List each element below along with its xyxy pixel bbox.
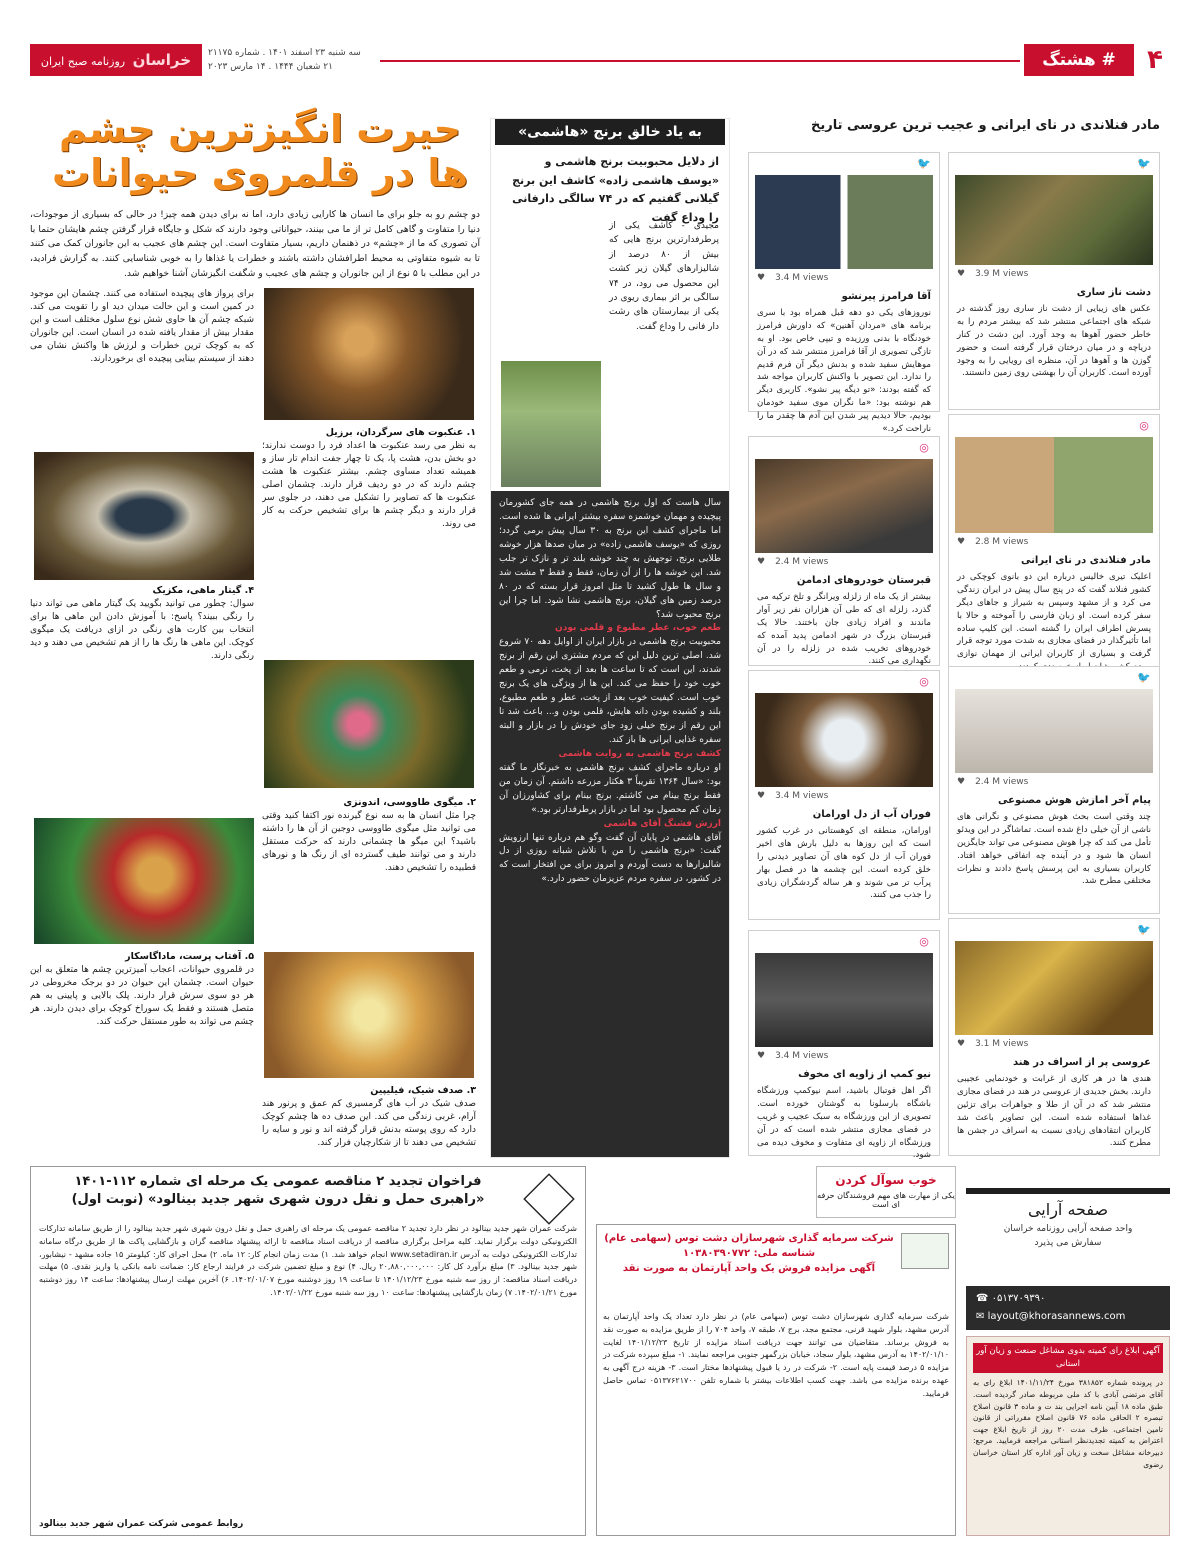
post-title: نیو کمپ از زاویه ای مخوف [798, 1069, 931, 1080]
promo-banner-title: خوب سوآل کردن [835, 1173, 937, 1187]
views-count: 3.9 M views [975, 269, 1029, 279]
instagram-icon: ◎ [919, 935, 929, 948]
legal-notice [966, 1336, 1170, 1536]
animal-text: صدف شیک در آب های گرمسیری کم عمق و پرنور هند آرام، غربی زندگی می کند. این صدف ده ها چشم کوچک دارد که روی پوسته بدنش قرار گرفته اند و نور و سایه را تشخیص می دهند تا از شکارچیان فرار کند. [262, 1098, 476, 1148]
views-count: 3.4 M views [775, 273, 829, 283]
heart-icon: ♥ [957, 777, 966, 787]
post-title: قبرستان خودروهای ادمامن [796, 575, 931, 586]
page-header [30, 40, 1170, 80]
animal-heading: ۲. میگوی طاووسی، اندونزی [343, 797, 476, 808]
rice-subheading: طعم خوب، عطر مطبوع و قلمی بودن [555, 623, 721, 634]
rice-article-lead: از دلایل محبوبیت برنج هاشمی و «یوسف هاشمی زاده» کاشف این برنج گیلانی گفتیم که در ۷۴ سالگی دارفانی را وداع گفت [512, 155, 719, 225]
phone-number [976, 1290, 1160, 1308]
social-post [948, 152, 1160, 410]
email-value: layout@khorasannews.com [987, 1311, 1126, 1322]
guitarfish-eye-photo [34, 452, 254, 580]
post-title: فوران آب از دل اورامان [812, 809, 931, 820]
issue-date-line-2: ۲۱ شعبان ۱۴۴۴ . ۱۴ مارس ۲۰۲۳ [208, 62, 333, 72]
post-stats [757, 1051, 931, 1061]
layout-service-sub: واحد صفحه آرایی روزنامه خراسان سفارش می پذیرد [1003, 1224, 1133, 1248]
conch-photo [264, 952, 474, 1078]
heart-icon: ♥ [957, 269, 966, 279]
post-text: اگر اهل فوتبال باشید، اسم نیوکمپ ورزشگاه باشگاه بارسلونا به گوشتان خورده است. تصویری از این ورزشگاه به سبک عجیب و غریب در فضای مجازی منتشر شده است که در آن ورزشگاه از زاویه ای متفاوت و مخوف دیده می شود. [757, 1086, 931, 1161]
logo-brand: خراسان [132, 51, 192, 69]
company-logo [523, 1173, 574, 1224]
phone-value: ۰۵۱۳۷۰۹۳۹۰ [991, 1293, 1046, 1304]
car-cemetery-photo [755, 459, 933, 553]
rice-body-paragraph: محبوبیت برنج هاشمی در بازار ایران از اوایل دهه ۷۰ شروع شد. اصلی ترین دلیل این که مردم مشتری این رقم از برنج شدند، این است که تا ساعت ها بعد از پخت، نرمی و طعم خوب خود را حفظ می کند. این ها از ویژگی های یک برنج خوب است. کیفیت خوب بعد از پخت، عطر و طعم مطبوع، بلند و کشیده بودن دانه هایش، قلمی بودن و... باعث شد تا این رقم از برنج خیلی زود جای خودش را در بازار و البته سفره غذایی ایرانی ها باز کند. [499, 637, 721, 745]
animal-item [262, 426, 476, 656]
instagram-icon: ◎ [919, 675, 929, 688]
views-count: 2.4 M views [975, 777, 1029, 787]
animal-text: در قلمروی حیوانات، اعجاب آمیزترین چشم ها متعلق به این حیوان است. چشمان این حیوان در دو برجک مخروطی در هر دو سوی سرش قرار دارند. پلک بالایی و پایینی به هم متصل هستند و فقط یک سوراخ کوچک برای دیدن دارند. هر چشم می تواند به طور مستقل حرکت کند. [30, 964, 254, 1027]
views-count: 3.1 M views [975, 1039, 1029, 1049]
animal-heading: ۵. آفتاب پرست، ماداگاسکار [125, 951, 254, 962]
twitter-icon: 🐦 [917, 157, 931, 170]
promo-banner-sub: یکی از مهارت های مهم فروشندگان حرفه ای است [817, 1191, 955, 1209]
post-stats [757, 791, 931, 801]
tender-body: شرکت عمران شهر جدید بینالود در نظر دارد تجدید ۲ مناقصه عمومی یک مرحله ای راهبری حمل و نقل درون شهری شهر جدید بینالود را از طریق سامانه تدارکات الکترونیکی دولت برگزار نماید. کلیه مراحل برگزاری مناقصه از دریافت اسناد مناقصه تا ارائه پیشنهاد مناقصه گران و بازگشایی پاکت ها از طریق درگاه سامانه تدارکات الکترونیکی دولت به آدرس www.setadiran.ir انجام خواهد شد. ۱) مدت زمان انجام کار: ۱۲ ماه. ۲) محل اجرای کار: کیلومتر ۱۵ جاده مشهد - نیشابور، شهر جدید بینالود. ۳) مبلغ برآورد کل کار: ۲۰,۸۸۰,۰۰۰,۰۰۰ ریال. ۴) نوع و مبلغ تضمین شرکت در فرایند ارجاع کار: ضمانت نامه بانکی یا واریز نقدی. ۵) مهلت دریافت اسناد مناقصه: از روز سه شنبه مورخ ۱۴۰۱/۱۲/۲۳ تا ساعت ۱۹ روز دوشنبه مورخ ۱۴۰۲/۰۱/۰۷. ۶) آخرین مهلت ارسال پیشنهادها: ساعت ۱۴ روز دوشنبه مورخ ۱۴۰۲/۰۱/۲۱. ۷) زمان بازگشایی پیشنهادها: ساعت ۱۰ روز سه شنبه مورخ ۱۴۰۲/۰۱/۲۲. [39, 1224, 578, 1297]
rice-body-paragraph: آقای هاشمی در پایان آن گفت وگو هم درباره تنها ارزویش گفت: «برنج هاشمی را من با تلاش شبانه روزی از دل شالیزارها به دست آوردم و امروز برای من افتخار است که در کشور، در سفره مردم عزیزمان حضور دارد.» [499, 832, 721, 885]
rice-subheading: ارزش فشنگ آقای هاشمی [603, 818, 721, 829]
chameleon-eye-photo [34, 818, 254, 944]
rice-body-paragraph: سال هاست که اول برنج هاشمی در همه جای کشورمان پیچیده و مهمان خوشمزه سفره بیشتر ایرانی ها شده است. اما ماجرای کشف این برنج به ۳۰ سال پیش برمی گردد؛ روزی که «یوسف هاشمی زاده» در میان صدها هزار خوشه طلایی برنج، توجهش به چند خوشه بلند تر و نازک تر جلب شد. این خوشه ها را از آن زمان، فقط و فقط ۳ مشت شد و سال ها طول کشید تا مثل امروز قرار بسته که در ۸۰ درصد زمین های گیلان، برنج هاشمی نشا شود. اما چرا این برنج محبوب شد؟ [499, 498, 722, 620]
tender-title [41, 1173, 515, 1209]
post-stats [957, 777, 1151, 787]
social-post [748, 436, 940, 666]
animal-item [30, 584, 254, 806]
email-address [976, 1308, 1160, 1326]
heart-icon: ♥ [757, 1051, 766, 1061]
post-text: هندی ها در هر کاری از غرابت و خودنمایی عجیبی دارند. بخش جدیدی از عروسی در هند در فضای مجازی منتشر شد که در آن از طلا و جواهرات برای تزئین غذاها استفاده شده است. این تصاویر باعث شد کاربران انتقادهای زیادی نسبت به اسراف در جشن ها مطرح کنند. [957, 1074, 1151, 1149]
post-text: چند وقتی است بحث هوش مصنوعی و نگرانی های ناشی از آن خیلی داغ شده است. تماشاگر در این ویدئو تأمل می کند که چرا هوش مصنوعی می تواند جایگزین انسان ها شود و در آینده چه اتفاقی خواهد افتاد. کاربران بسیاری به این پرسش پاسخ دادند و نظرات مختلفی مطرح شد. [957, 812, 1151, 887]
post-title: دشت ناز ساری [1076, 287, 1151, 298]
heart-icon: ♥ [957, 537, 966, 547]
instagram-icon: ◎ [1139, 419, 1149, 432]
animal-text: چرا مثل انسان ها به سه نوع گیرنده نور اکتفا کنید وقتی می توانید مثل میگوی طاووسی دوجین از آن ها را داشته باشید؟ این میگو ها چشمانی دارند که حرکت مستقل دارند و می توانند طیف گسترده ای از رنگ ها و نورهای قطبیده را تشخیص دهند. [262, 810, 476, 873]
legal-notice-title: آگهی ابلاغ رای کمیته بدوی مشاغل صنعت و زیان آور استانی [973, 1343, 1163, 1373]
wandering-spider-photo [264, 288, 474, 420]
issue-date [208, 46, 378, 76]
heart-icon: ♥ [757, 273, 766, 283]
post-stats [957, 269, 1151, 279]
animal-heading: ۴. گیتار ماهی، مکزیک [152, 585, 254, 596]
rice-article [490, 118, 730, 1158]
social-post [748, 152, 940, 435]
faramarz-photo [755, 175, 933, 269]
animal-item [262, 1084, 476, 1162]
social-post [948, 918, 1160, 1156]
post-text: عکس های زیبایی از دشت ناز ساری روز گذشته در شبکه های اجتماعی منتشر شد که بیشتر مردم را به خاطر حضور آهوها به وجد آورد. این دشت در کنار دریاچه و در میان درختان قرار گرفته است و حضور گوزن ها و آهوها در آن، منظره ای رویایی را به وجود آورده است. کاربران آن را بهشتی روی زمین دانستند. [957, 304, 1151, 379]
tender-footer: روابط عمومی شرکت عمران شهر جدید بینالود [39, 1519, 244, 1529]
animal-item [30, 950, 254, 1160]
rice-article-title: به یاد خالق برنج «هاشمی» [495, 119, 725, 145]
views-count: 2.4 M views [775, 557, 829, 567]
phone-icon: ☎ [976, 1293, 992, 1304]
waterfall-photo [755, 693, 933, 787]
post-stats [957, 1039, 1151, 1049]
newspaper-logo [30, 44, 202, 76]
auction-advertisement [596, 1166, 956, 1536]
peacock-shrimp-photo [264, 660, 474, 788]
section-label: # هشتگ [1024, 44, 1134, 76]
animals-article-title: حیرت انگیزترین چشم ها در قلمروی حیوانات [51, 107, 469, 195]
twitter-icon: 🐦 [1137, 923, 1151, 936]
animals-intro-continued: برای پرواز های پیچیده استفاده می کنند. چشمان این موجود در کمین است و این حالت میدان دید او را تقویت می کند. شبکه چشم آن ها حاوی شش نوع سلول مختلف است و این مقدار بیش از مقدار یافته شده در انسان است. این جانوران که به کوچک ترین خطرات و لرزش ها واکنش نشان می دهند از سیستم بینایی پیچیده ای برخوردارند. [30, 289, 254, 365]
animal-text: به نظر می رسد عنکبوت ها اعداد فرد را دوست ندارند؛ دو بخش بدن، هشت پا، یک تا چهار جفت اندام تار ساز و همیشه تعداد مساوی چشم. بیشتر عنکبوت ها هشت چشم دارند که در دو ردیف قرار دارند. چشمان اصلی عنکبوت ها که تصاویر را تشکیل می دهند، در جلوی سر قرار دارند و دیگر چشم ها برای تشخیص حرکت به کار می روند. [262, 440, 476, 530]
social-section-title: مادر فنلاندی در نای ایرانی و عجیب ترین عروسی تاریخ [811, 118, 1160, 133]
legal-notice-text: در پرونده شماره ۳۸۱۸۵۲ مورخ ۱۴۰۱/۱۱/۲۴ ابلاغ رای به آقای مرتضی آبادی با کد ملی مربوطه صادر گردیده است. طبق ماده ۱۸ آیین نامه اجرایی بند ت و ماده ۳ قانون اصلاح تبصره ۲ الحاقی ماده ۷۶ قانون اصلاح مقرراتی از قانون تامین اجتماعی، ظرف مدت ۲۰ روز از تاریخ ابلاغ جهت اعتراض به کمیته تجدیدنظر استانی مراجعه فرمایید. مرجع: دبیرخانه مشاغل سخت و زیان آور اداره کار استان خراسان رضوی [973, 1378, 1164, 1469]
animals-intro: دو چشم رو به جلو برای ما انسان ها کارایی زیادی دارد، اما نه برای دیدن همه چیز! در حالی که بسیاری از موجودات، دنیا را متفاوت و گاهی کامل تر از ما می بینند، حیواناتی وجود دارند که شکل و جایگاه قرار گرفتن چشم هایشان حتما با آن تصوری که ما از «چشم» در ذهنمان داریم، بسیار متفاوت است. این چشم های عجیب به این جانوران کمک می کنند تا به شیوه متفاوتی به محیط اطرافشان داشته باشند و خطرات یا غذاها را به خوبی شناسایی کنند. به گزارش فرادید، در این مطلب با ۵ نوع از این جانوران و چشم های عجیب و شگفت انگیزشان آشنا خواهیم شد. [30, 209, 480, 279]
finnish-mother-photo [955, 437, 1153, 533]
post-title: عروسی پر از اسراف در هند [1013, 1057, 1151, 1068]
post-text: نوروزهای یکی دو دهه قبل همراه بود با سری برنامه های «مردان آهنین» که داورش فرامرز خودنگاه با بدنی ورزیده و تیپی خاص بود. او به تازگی تصویری از آقا فرامرز منتشر شد که در آن موهایش سفید شده و بدنش دیگر آن فرم قدیم را ندارد. این تصویر با واکنش کاربران مواجه شد که گفته بودند: «تو دیگه پیر نشو». کاربری دیگر هم نوشته بود: «ما نگران موی سفید خودمان بودیم، حالا دیدیم پیر شدن این آدم ها چقدر ما را ناراحت کرد.» [757, 308, 931, 435]
auction-body [596, 1224, 956, 1536]
social-post [948, 414, 1160, 684]
auction-text: شرکت سرمایه گذاری شهرسازان دشت توس (سهامی عام) در نظر دارد تعداد یک واحد آپارتمان به آدرس مشهد، بلوار شهید قرنی، مجتمع مجد، برج ۷، طبقه ۷، واحد ۷۰۴ را از طریق مزایده به صورت نقد به فروش برساند. متقاضیان می توانند جهت دریافت اسناد مزایده از تاریخ ۱۴۰۱/۱۲/۲۳ لغایت ۱۴۰۲/۰۱/۱۰ به آدرس مشهد، بلوار سجاد، خیابان بزرگمهر جنوبی مراجعه نمایند. ۱- مبلغ سپرده شرکت در مزایده ۵ درصد قیمت پایه است. ۲- شرکت در رد یا قبول پیشنهادها مختار است. ۳- هزینه درج آگهی به عهده برنده مزایده می باشد. جهت کسب اطلاعات بیشتر با شماره تلفن ۰۵۱۳۷۶۲۱۷۰۰ تماس حاصل فرمایید. [602, 1312, 949, 1398]
rice-intro: مجیدی - کاشف یکی از پرطرفدارترین برنج هایی که بیش از ۸۰ درصد از شالیزارهای گیلان زیر کشت این محصول می رود، در ۷۴ سالگی بر اثر بیماری ریوی در یکی از بیمارستان های رشت دار فانی را وداع گفت. [609, 221, 719, 332]
header-rule [380, 60, 1020, 62]
animal-heading: ۱. عنکبوت های سرگردان، برزیل [325, 427, 476, 438]
deer-photo [955, 175, 1153, 265]
post-stats [757, 273, 931, 283]
twitter-icon: 🐦 [1137, 671, 1151, 684]
views-count: 2.8 M views [975, 537, 1029, 547]
layout-service-box [966, 1166, 1170, 1536]
stadium-photo [755, 953, 933, 1047]
instagram-icon: ◎ [919, 441, 929, 454]
gallery-photo [955, 689, 1153, 773]
tender-advertisement [30, 1166, 586, 1536]
views-count: 3.4 M views [775, 791, 829, 801]
issue-date-line-1: سه شنبه ۲۳ اسفند ۱۴۰۱ . شماره ۲۱۱۷۵ [208, 48, 361, 58]
tender-subtitle: «راهبری حمل و نقل درون شهری شهر جدید بینالود» (نوبت اول) [71, 1192, 485, 1208]
post-title: پیام آخر امازش هوش مصنوعی [998, 795, 1151, 806]
wedding-photo [955, 941, 1153, 1035]
promo-banner [816, 1166, 956, 1218]
layout-service-title: صفحه آرایی [1027, 1200, 1109, 1219]
heart-icon: ♥ [957, 1039, 966, 1049]
layout-service-contact [966, 1286, 1170, 1330]
layout-service-head [966, 1188, 1170, 1280]
company-logo [901, 1233, 949, 1269]
twitter-icon: 🐦 [1137, 157, 1151, 170]
tender-title-line: فراخوان تجدید ۲ مناقصه عمومی یک مرحله ای شماره ۱۱۲-۱۴۰۱ [74, 1174, 482, 1189]
animal-text: سوال: چطور می توانید بگویید یک گیتار ماهی می تواند دنیا را رنگی ببیند؟ پاسخ: با آموزش دادن این ماهی ها برای انتخاب بین کارت های رنگی در ازای دریافت یک میگوی کوچک. این ماهی ها رنگ ها را از هم تشخیص می دهند و دید رنگی دارند. [30, 598, 254, 661]
heart-icon: ♥ [757, 557, 766, 567]
logo-tagline: روزنامه صبح ایران [40, 55, 126, 68]
post-text: بیشتر از یک ماه از زلزله ویرانگر و تلخ ترکیه می گذرد، زلزله ای که طی آن هزاران نفر زیر آوار ماندند و افراد زیادی جان باختند. حالا یک قبرستان بزرگ در شهر ادمامن پدید آمده که خودروهای تخریب شده در زلزله را در آن نگهداری می کنند. [757, 592, 931, 667]
animal-heading: ۳. صدف شیک، فیلیپین [370, 1085, 476, 1096]
email-icon: ✉ [976, 1311, 988, 1322]
post-stats [957, 537, 1151, 547]
views-count: 3.4 M views [775, 1051, 829, 1061]
post-title: آقا فرامرز پیرنشو [841, 291, 931, 302]
social-post [748, 670, 940, 920]
rice-subheading: کشف برنج هاشمی به روایت هاشمی [558, 748, 721, 759]
post-title: مادر فنلاندی در نای ایرانی [1021, 555, 1151, 566]
rice-body-paragraph: او درباره ماجرای کشف برنج هاشمی به خبرنگار ما گفته بود: «سال ۱۳۶۴ تقریباً ۳ هکتار مزرعه داشتم. آن زمان من فقط برنج بینام می کاشتم. برنج بینام برای کشاورزان آن زمان کم محصول بود اما در بازار پرطرفدارتر بود.» [499, 762, 721, 815]
auction-title: شرکت سرمایه گذاری شهرسازان دشت توس (سهامی عام) شناسه ملی: ۱۰۳۸۰۳۹۰۷۷۲ آگهی مزایده فروش یک واحد آپارتمان به صورت نقد [604, 1233, 894, 1274]
page-number: ۴ [1147, 45, 1163, 75]
rice-field-photo [501, 361, 601, 487]
social-post [748, 930, 940, 1161]
animal-item [262, 796, 476, 946]
post-text: اورامان، منطقه ای کوهستانی در غرب کشور است که این روزها به دلیل بارش های اخیر فوران آب از دل کوه های آن تصاویر دیدنی را خلق کرده است. این چشمه ها در فصل بهار پرآب تر می شوند و هر ساله گردشگران زیادی را جذب می کنند. [757, 826, 931, 901]
heart-icon: ♥ [757, 791, 766, 801]
post-text: اعلیک تیری خالیس درباره این دو بانوی کوچکی در کشور فنلاند گفت که در پنج سال پیش در ایران زندگی می کرد و از مشهد وسپس به شیراز و جاهای دیگر سفر کرده است. او زبان فارسی را آموخته و حالا با پسرش اطراف ایران را گشته است. این کلیپ ساده اما تأثیرگذار در فضای مجازی به شدت مورد توجه قرار گرفت و بسیاری از کاربران ایرانی از مهمان نوازی [957, 572, 1151, 660]
rice-body [491, 491, 729, 1157]
social-post [948, 666, 1160, 914]
post-stats [757, 557, 931, 567]
